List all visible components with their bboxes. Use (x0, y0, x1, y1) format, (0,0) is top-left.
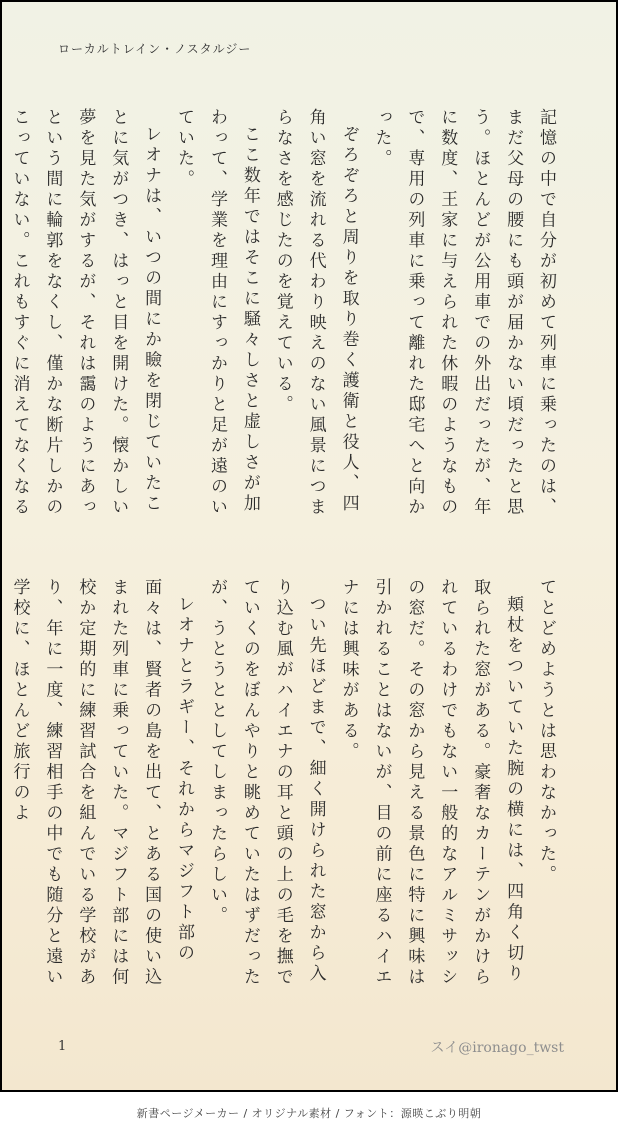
text-block-lower (9, 578, 562, 998)
paragraph: 記憶の中で自分が初めて列車に乗ったのは、まだ父母の腰にも頭が届かない頃だったと思う。ほとんどが公用車での外出だったが、年に数度、王家に与えられた休暇のようなもので、専用の列車に乗って離れた邸宅へと向かった。 (371, 108, 556, 518)
page-number: 1 (58, 1039, 67, 1054)
paragraph: ここ数年ではそこに騒々しさと虚しさが加わって、学業を理由にすっかりと足が遠のいていた。 (174, 108, 260, 518)
text-block-upper (9, 108, 562, 528)
author-credit: スイ@ironago_twst (430, 1040, 564, 1056)
paragraph: レオナとラギー、それからマジフト部の面々は、賢者の島を出て、とある国の使い込まれた列車に乗っていた。マジフト部には何校か定期的に練習試合を組んでいる学校があり、年に一度、練習相手の中でも随分と遠い学校に、ほとんど旅行のよ (9, 578, 195, 988)
paragraph: ぞろぞろと周りを取り巻く護衛と役人、四角い窓を流れる代わり映えのない風景につまらなさを感じたのを覚えている。 (272, 108, 359, 518)
paragraph: つい先ほどまで、細く開けられた窓から入り込む風がハイエナの耳と頭の上の毛を撫でていくのをぼんやりと眺めていたはずだったが、うとうととしてしまったらしい。 (206, 578, 326, 988)
page-header-title: ローカルトレイン・ノスタルジー (58, 42, 252, 56)
maker-credit: 新書ページメーカー / オリジナル素材 / フォント：源暎こぶり明朝 (136, 1107, 482, 1120)
paragraph: レオナは、いつの間にか瞼を閉じていたことに気がつき、はっと目を開けた。懐かしい夢を見た気がするが、それは靄のようにあっという間に輪郭をなくし、僅かな断片しかのこっていない。これもすぐに消えてなくなる (9, 108, 162, 518)
paragraph: 頬杖をついていた腕の横には、四角く切り取られた窓がある。豪奢なカーテンがかけられているわけでもない一般的なアルミサッシの窓だ。その窓から見える景色に特に興味は引かれることはないが、目の前に座るハイエナには興味がある。 (338, 578, 524, 988)
paragraph: てとどめようとは思わなかった。 (536, 578, 556, 886)
